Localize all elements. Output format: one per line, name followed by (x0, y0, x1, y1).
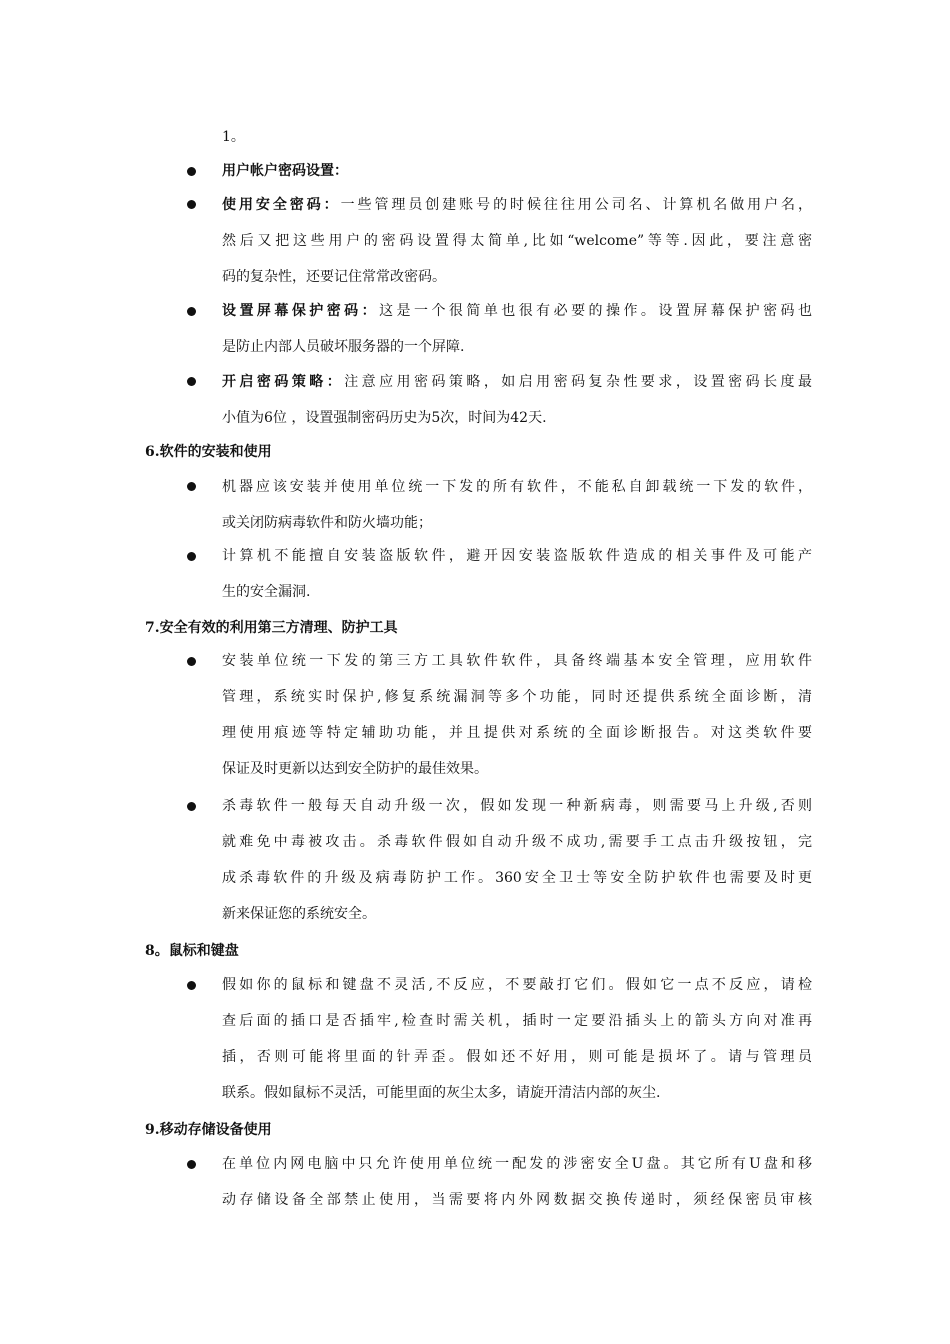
item-bold-label: 用户帐户密码设置： (222, 163, 348, 179)
item-text: 联系。假如鼠标不灵活，可能里面的灰尘太多，请旋开清洁内部的灰尘. (222, 1085, 661, 1101)
section-heading: 9.移动存储设备使用 (145, 1122, 272, 1138)
item-text: 就难免中毒被攻击。杀毒软件假如自动升级不成功,需要手工点击升级按钮，完 (222, 834, 812, 850)
item-text: 机器应该安装并使用单位统一下发的所有软件，不能私自卸载统一下发的软件， (222, 479, 812, 495)
item-text: 计算机不能擅自安装盗版软件，避开因安装盗版软件造成的相关事件及可能产 (222, 548, 812, 564)
list-item (222, 372, 812, 444)
item-bold-label: 开启密码策略： (222, 374, 345, 390)
bullet-icon (187, 657, 196, 666)
item-bold-label: 设置屏幕保护密码： (222, 303, 380, 319)
item-text: 管理，系统实时保护,修复系统漏洞等多个功能，同时还提供系统全面诊断，清 (222, 689, 812, 705)
list-item (222, 477, 812, 549)
bullet-icon (187, 200, 196, 209)
list-item (222, 1154, 812, 1226)
list-item (222, 651, 812, 795)
item-text: 生的安全漏洞. (222, 584, 311, 600)
item-text: 保证及时更新以达到安全防护的最佳效果。 (222, 761, 488, 777)
item-text: 安装单位统一下发的第三方工具软件软件，具备终端基本安全管理，应用软件 (222, 653, 812, 669)
bullet-icon (187, 307, 196, 316)
list-item (222, 796, 812, 940)
item-text: 插，否则可能将里面的针弄歪。假如还不好用，则可能是损坏了。请与管理员 (222, 1049, 812, 1065)
item-text: 查后面的插口是否插牢,检查时需关机，插时一定要沿插头上的箭头方向对准再 (222, 1013, 812, 1029)
item-text: 杀毒软件一般每天自动升级一次，假如发现一种新病毒，则需要马上升级,否则 (222, 798, 812, 814)
section-heading: 7.安全有效的利用第三方清理、防护工具 (145, 620, 398, 636)
list-item (222, 195, 812, 303)
item-text: 然后又把这些用户的密码设置得太简单,比如“welcome”等等.因此，要注意密 (222, 233, 812, 249)
item-text: 理使用痕迹等特定辅助功能，并且提供对系统的全面诊断报告。对这类软件要 (222, 725, 812, 741)
list-item (222, 975, 812, 1119)
item-text: 成杀毒软件的升级及病毒防护工作。360安全卫士等安全防护软件也需要及时更 (222, 870, 812, 886)
item-text: 注意应用密码策略，如启用密码复杂性要求，设置密码长度最 (344, 374, 813, 390)
item-text: 动存储设备全部禁止使用，当需要将内外网数据交换传递时，须经保密员审核 (222, 1192, 812, 1208)
continuation-text: 1。 (222, 129, 245, 145)
item-text: 小值为6位 ，设置强制密码历史为5次，时间为42天. (222, 410, 547, 426)
item-bold-label: 使用安全密码： (222, 197, 341, 213)
item-text: 新来保证您的系统安全。 (222, 906, 376, 922)
bullet-icon (187, 802, 196, 811)
item-text: 一些管理员创建账号的时候往往用公司名、计算机名做用户名， (340, 197, 813, 213)
item-text: 在单位内网电脑中只允许使用单位统一配发的涉密安全U盘。其它所有U盘和移 (222, 1156, 812, 1172)
item-text: 假如你的鼠标和键盘不灵活,不反应，不要敲打它们。假如它一点不反应，请检 (222, 977, 812, 993)
bullet-icon (187, 377, 196, 386)
bullet-icon (187, 482, 196, 491)
section-heading: 6.软件的安装和使用 (145, 444, 272, 460)
item-text: 是防止内部人员破坏服务器的一个屏障. (222, 339, 465, 355)
bullet-icon (187, 552, 196, 561)
bullet-icon (187, 1160, 196, 1169)
item-text: 码的复杂性，还要记住常常改密码。 (222, 269, 446, 285)
bullet-icon (187, 981, 196, 990)
bullet-icon (187, 167, 196, 176)
section-heading: 8。鼠标和键盘 (145, 943, 239, 959)
list-item (222, 301, 812, 373)
list-item (222, 546, 812, 618)
list-item (222, 161, 812, 197)
item-text: 或关闭防病毒软件和防火墙功能； (222, 515, 432, 531)
item-text: 这是一个很简单也很有必要的操作。设置屏幕保护密码也 (379, 303, 813, 319)
